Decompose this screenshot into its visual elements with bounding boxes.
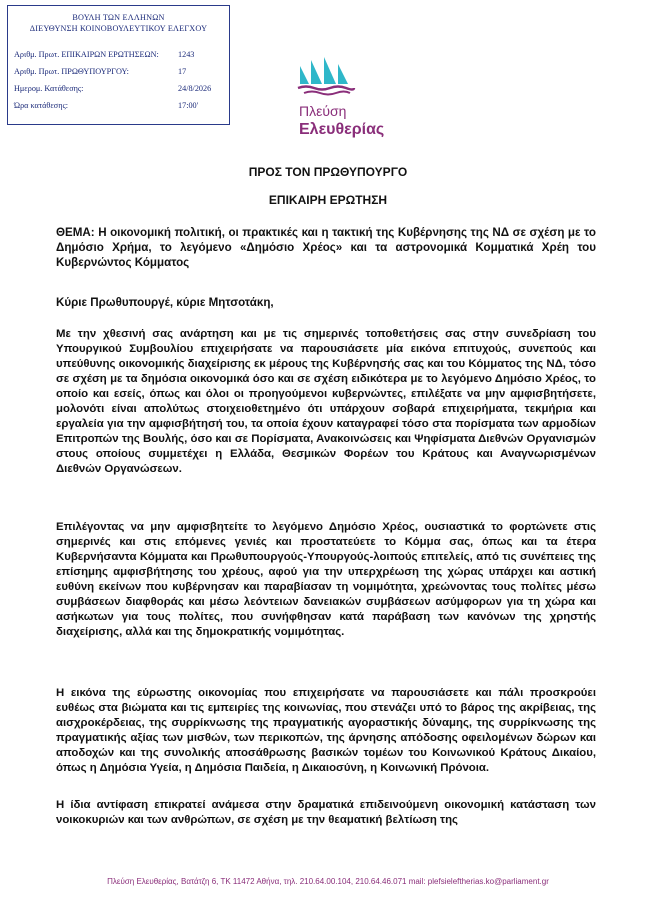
stamp-label: Αριθμ. Πρωτ. ΕΠΙΚΑΙΡΩΝ ΕΡΩΤΗΣΕΩΝ: [14, 50, 159, 59]
stamp-label: Ημερομ. Κατάθεσης: [14, 84, 84, 93]
stamp-parliament: ΒΟΥΛΗ ΤΩΝ ΕΛΛΗΝΩΝ [72, 13, 165, 22]
stamp-row-time [14, 101, 224, 110]
body-paragraph: Η εικόνα της εύρωστης οικονομίας που επιχειρήσατε να παρουσιάσετε και πάλι προσκρούει ευθέως στα βιώματα και τις εμπειρίες της κοινωνίας, που στενάζει υπό το βάρος της ακρίβειας, της αισχροκέρδειας, της συρρίκνωσης της πραγματικής αγοραστικής δύναμης, της συρρίκνωσης της πραγματικής αξίας των μισθών, των περικοπών, της άρνησης απόδοσης οφειλομένων δώρων και αποδοχών και της συνολικής αποσάθρωσης βασικών τομέων του Κοινωνικού Κράτους Δικαίου, όπως η Δημόσια Υγεία, η Δημόσια Παιδεία, η Δικαιοσύνη, η Κοινωνική Πρόνοια. [56, 687, 596, 774]
stamp-label: Ώρα κατάθεσης: [14, 101, 69, 110]
logo-text-line1: Πλεύση [299, 103, 347, 119]
subject-text: Η οικονομική πολιτική, οι πρακτικές και η τακτική της Κυβέρνησης της ΝΔ σε σχέση με το Δημόσιο Χρήμα, το λεγόμενο «Δημόσιο Χρέος» και τα αστρονομικά Κομματικά Χρέη του Κυβερνώντος Κόμματος [56, 226, 596, 269]
subject [56, 225, 596, 270]
body-paragraph: Με την χθεσινή σας ανάρτηση και με τις σημερινές τοποθετήσεις σας στην συνεδρίαση του Υπουργικού Συμβουλίου επιχειρήσατε να παρουσιάσετε μία εικόνα επιτυχούς, συνεπούς και υπεύθυνης οικονομικής διαχείρισης εκ μέρους της Κυβέρνησής σας και του Κόμματος της ΝΔ, τόσο σε σχέση με τα δημόσια οικονομικά όσο και σε σχέση ειδικότερα με το λεγόμενο Δημόσιο Χρέος, το οποίο και εσείς, όπως και όλοι οι προηγούμενοι κυβερνώντες, επιλέξατε να μην αμφισβητήσετε, μολονότι είναι απολύτως στοιχειοθετημένο ότι υπάρχουν σοβαρά επιχειρήματα, τεκμήρια και εργαλεία για την αμφισβήτησή του, τα οποία έχουν καταγραφεί τόσο στα πορίσματα των αρμοδίων Επιτροπών της Βουλής, όσο και σε Πορίσματα, Ανακοινώσεις και Ψηφίσματα Διεθνών Οργανισμών στους οποίους συμμετέχει η Ελλάδα, Θεσμικών Φορέων του Κράτους και Αναγνωρισμένων Διεθνών Οργανώσεων. [56, 328, 596, 475]
stamp-value: 17 [178, 67, 187, 76]
document-type: ΕΠΙΚΑΙΡΗ ΕΡΩΤΗΣΗ [268, 193, 388, 207]
addressee: ΠΡΟΣ ΤΟΝ ΠΡΩΘΥΠΟΥΡΓΟ [248, 165, 408, 179]
stamp-row-date [14, 84, 224, 93]
salutation: Κύριε Πρωθυπουργέ, κύριε Μητσοτάκη, [56, 296, 274, 309]
body-paragraph: Η ίδια αντίφαση επικρατεί ανάμεσα στην δραματικά επιδεινούμενη οικονομική κατάσταση των νοικοκυριών και των ανθρώπων, σε σχέση με την θεαματική βελτίωση της [56, 799, 596, 826]
stamp-directorate: ΔΙΕΥΘΥΝΣΗ ΚΟΙΝΟΒΟΥΛΕΥΤΙΚΟΥ ΕΛΕΓΧΟΥ [29, 24, 208, 33]
subject-label: ΘΕΜΑ: [56, 226, 95, 239]
stamp-label: Αριθμ. Πρωτ. ΠΡΩΘΥΠΟΥΡΓΟΥ: [14, 67, 129, 76]
stamp-value: 1243 [178, 50, 195, 59]
footer-contact: Πλεύση Ελευθερίας, Βατάτζη 6, ΤΚ 11472 Αθήνα, τηλ. 210.64.00.104, 210.64.46.071 mail: plefsieleftherias.ko@parliament.gr [107, 877, 549, 886]
stamp-row-pm-number [14, 67, 224, 76]
stamp-row-questions-number [14, 50, 224, 59]
party-logo [296, 54, 388, 146]
logo-text-line2: Ελευθερίας [299, 121, 385, 138]
protocol-stamp [7, 5, 230, 125]
stamp-value: 24/8/2026 [178, 84, 212, 93]
body-paragraph: Επιλέγοντας να μην αμφισβητείτε το λεγόμενο Δημόσιο Χρέος, ουσιαστικά το φορτώνετε στις σημερινές και στις επόμενες γενιές και προστατεύετε το Κόμμα σας, όπως και τα έτερα Κυβερνήσαντα Κόμματα και Πρωθυπουργούς-Υπουργούς-λοιπούς επιτελείς, από τις συνέπειες της επίσημης αμφισβήτησης του χρέους, αφού για την υπερχρέωση της χώρας υπάρχει και αστική ευθύνη εκείνων που κυβέρνησαν και παραβίασαν τη νομιμότητα, χρεώνοντας τους πολίτες μέσω συμβάσεων διαφθοράς και μέσω λεόντειων δανειακών συμβάσεων ασύμφορων για τη χώρα και ασήκωτων για τους πολίτες, που συνήφθησαν κατά παράβαση των κανόνων της χρηστής διαχείρισης, αλλά και της δημοκρατικής νομιμότητας. [56, 521, 596, 638]
stamp-value: 17:00' [178, 101, 199, 110]
sailboats-icon [296, 54, 356, 96]
